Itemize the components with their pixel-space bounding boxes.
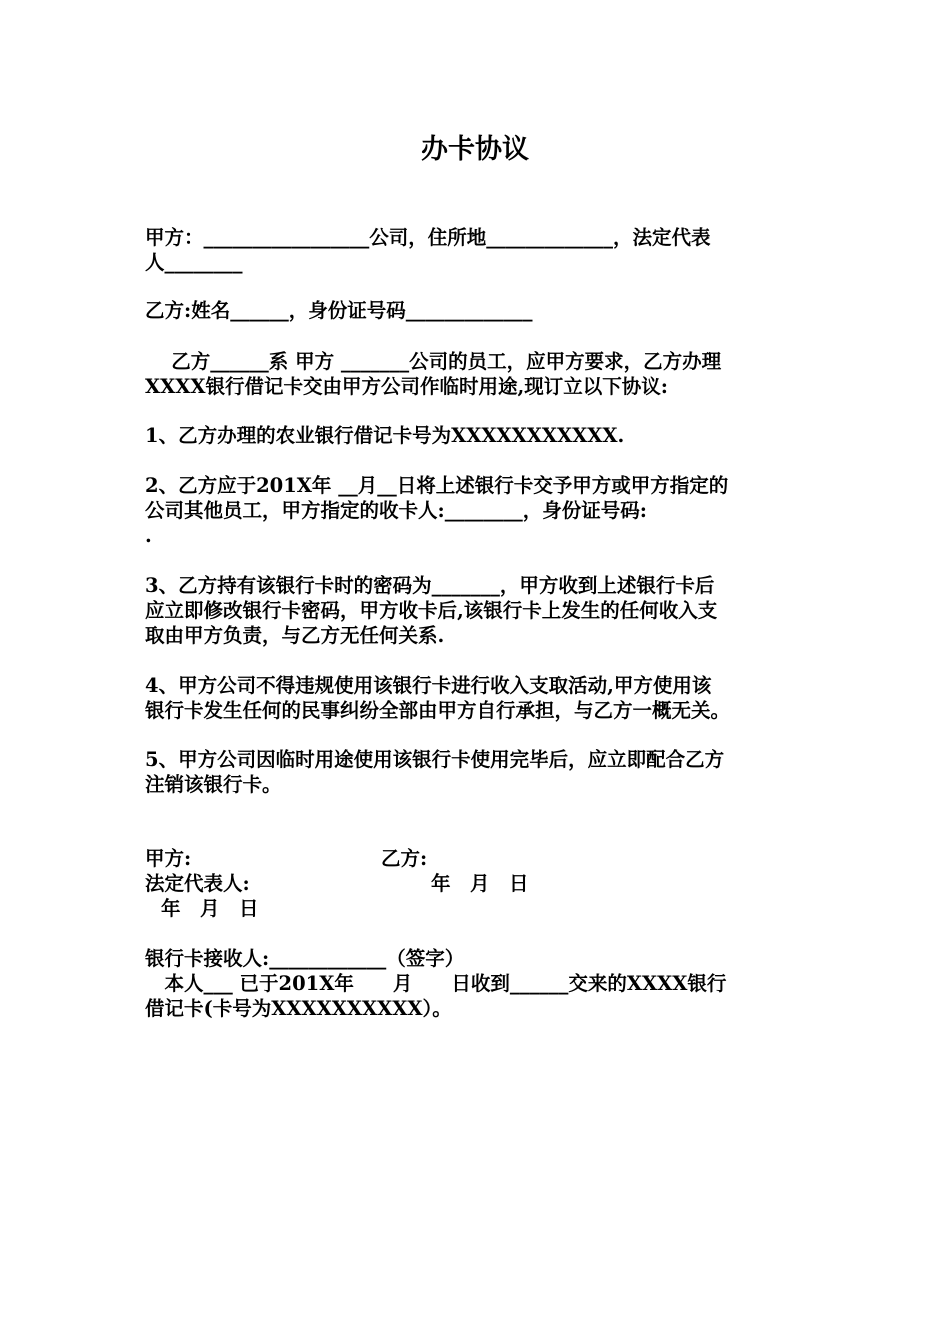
- clause-2-line-2: 公司其他员工，甲方指定的收卡人:________，身份证号码:: [145, 499, 647, 522]
- clause-4-line-2: 银行卡发生任何的民事纠纷全部由甲方自行承担，与乙方一概无关。: [145, 699, 731, 722]
- receipt-line-2: 借记卡(卡号为XXXXXXXXXX）。: [145, 997, 452, 1020]
- clause-2-line-3: .: [145, 524, 152, 547]
- party-a-section: [145, 225, 810, 275]
- clause-1: [145, 423, 810, 448]
- clause-5-line-1: 5、甲方公司因临时用途使用该银行卡使用完毕后，应立即配合乙方: [145, 748, 725, 771]
- intro-line-2: XXXX银行借记卡交由甲方公司作临时用途,现订立以下协议:: [145, 375, 669, 398]
- clause-5: [145, 747, 810, 797]
- party-a-line-1: 甲方：_________________公司，住所地_____________，法定代表: [145, 226, 711, 249]
- clause-2-line-1: 2、乙方应于201X年 __月__日将上述银行卡交予甲方或甲方指定的: [145, 474, 729, 497]
- party-a-date: 年 月 日: [161, 897, 259, 920]
- clause-3-line-2: 应立即修改银行卡密码，甲方收卡后,该银行卡上发生的任何收入支: [145, 599, 718, 622]
- clause-2: [145, 473, 810, 548]
- party-a-signature-label: 甲方:: [145, 847, 192, 870]
- clause-4-line-1: 4、甲方公司不得违规使用该银行卡进行收入支取活动,甲方使用该: [145, 674, 712, 697]
- clause-5-line-2: 注销该银行卡。: [145, 773, 282, 796]
- signature-section: [145, 846, 810, 921]
- intro-paragraph: [145, 349, 810, 399]
- party-b-section: [145, 298, 810, 323]
- receipt-line-1: 本人___ 已于201X年 月 日收到______交来的XXXX银行: [145, 972, 727, 995]
- receipt-section: [145, 946, 810, 1021]
- clause-4: [145, 673, 810, 723]
- document-title: 办卡协议: [421, 134, 529, 165]
- party-b-date: 年 月 日: [431, 872, 529, 895]
- party-b-line: 乙方:姓名______，身份证号码_____________: [145, 299, 533, 322]
- receiver-line: 银行卡接收人:____________（签字）: [145, 947, 465, 970]
- clause-1-line: 1、乙方办理的农业银行借记卡号为XXXXXXXXXXX.: [145, 424, 625, 447]
- intro-line-1: 乙方______系 甲方 _______公司的员工，应甲方要求，乙方办理: [145, 350, 722, 373]
- party-a-line-2: 人________: [145, 251, 243, 274]
- legal-rep-label: 法定代表人:: [145, 872, 250, 895]
- clause-3-line-3: 取由甲方负责，与乙方无任何关系.: [145, 624, 445, 647]
- party-b-signature-label: 乙方:: [381, 847, 428, 870]
- clause-3: [145, 573, 810, 648]
- clause-3-line-1: 3、乙方持有该银行卡时的密码为_______，甲方收到上述银行卡后: [145, 574, 715, 597]
